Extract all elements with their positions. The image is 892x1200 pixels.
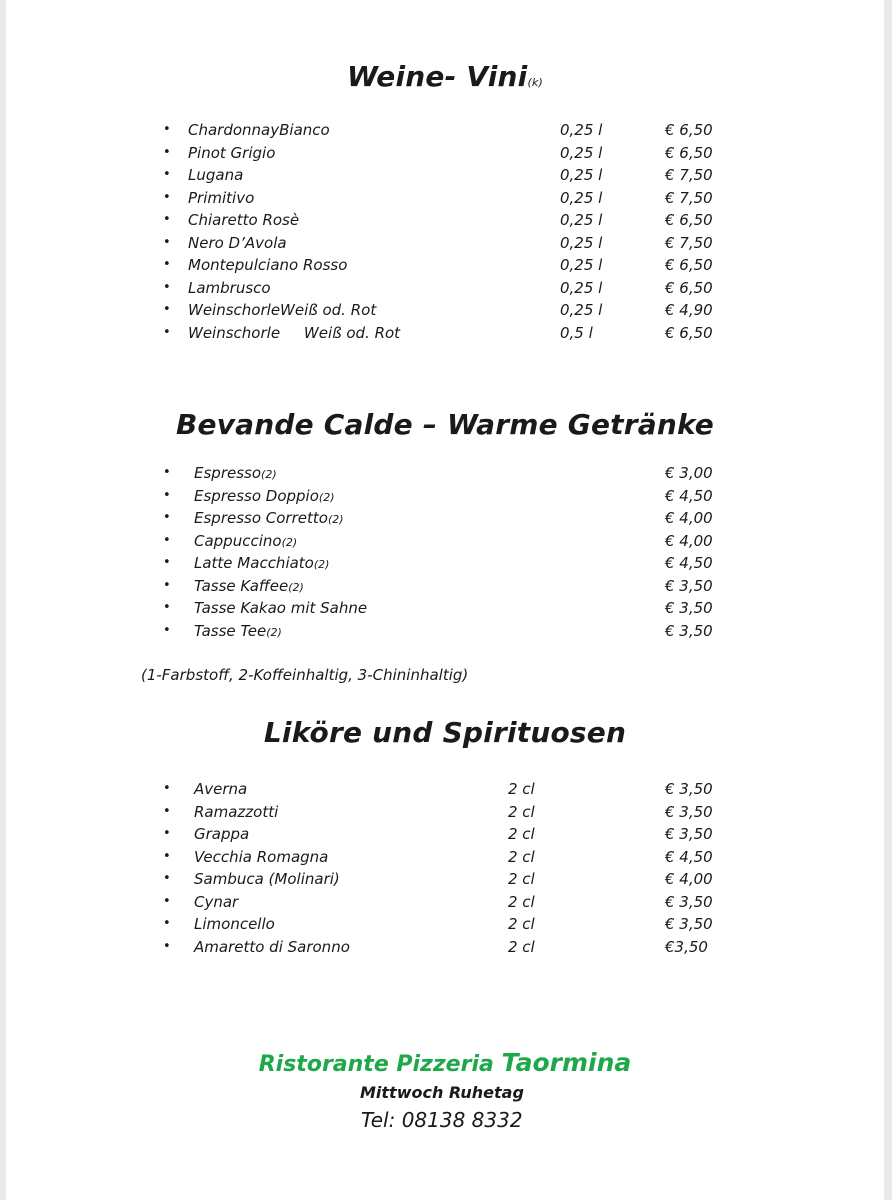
phone-number: Tel: 08138 8332: [361, 1108, 523, 1132]
item-name-text: Cynar: [194, 892, 239, 911]
menu-item: [163, 299, 723, 322]
item-quantity: 2 cl: [508, 915, 535, 933]
item-quantity: 0,5 l: [560, 323, 593, 342]
item-allergen-code: (2): [327, 513, 344, 526]
bullet-icon: •: [163, 257, 171, 272]
item-price: € 3,50: [665, 915, 713, 933]
item-name: [194, 620, 282, 645]
item-quantity: 2 cl: [508, 870, 535, 888]
item-price: € 3,00: [665, 464, 713, 482]
menu-item: [163, 913, 723, 936]
menu-item: [163, 507, 723, 530]
item-price: € 3,50: [665, 780, 713, 798]
liquors-list: [163, 778, 723, 958]
bullet-icon: •: [163, 916, 171, 931]
item-allergen-code: (2): [261, 468, 277, 481]
bullet-icon: •: [163, 577, 171, 593]
bullet-icon: •: [163, 510, 171, 525]
item-quantity: 0,25 l: [560, 211, 603, 229]
menu-item: [163, 823, 723, 846]
item-name-text: Lugana: [188, 166, 244, 184]
item-price: € 7,50: [665, 166, 713, 184]
menu-item: [163, 891, 723, 914]
item-quantity: 2 cl: [508, 847, 535, 866]
item-name-text: Cappuccino: [194, 531, 282, 550]
wines-list: [163, 119, 723, 344]
item-name-text: ChardonnayBianco: [188, 121, 330, 139]
item-quantity: 2 cl: [508, 937, 535, 956]
bullet-icon: •: [163, 487, 171, 503]
item-name: [188, 299, 376, 322]
item-name: [194, 575, 304, 600]
item-name: [194, 552, 329, 577]
item-price: € 6,50: [665, 211, 713, 229]
item-name-text: Montepulciano Rosso: [188, 256, 348, 274]
item-allergen-code: (2): [318, 490, 335, 504]
menu-item: [163, 936, 723, 959]
item-price: € 3,50: [665, 802, 713, 821]
item-price: € 3,50: [665, 599, 713, 617]
item-name: [194, 530, 297, 555]
wines-title-sup: (k): [527, 76, 544, 89]
item-name: [188, 164, 243, 187]
menu-item: [163, 164, 723, 187]
bullet-icon: •: [163, 532, 171, 548]
menu-item: [163, 552, 723, 575]
item-name-text: Tasse Kaffee: [194, 576, 289, 595]
item-price: € 3,50: [665, 576, 713, 595]
item-name: [194, 891, 238, 914]
menu-item: [163, 846, 723, 869]
item-name: [194, 846, 328, 869]
liquors-title: Liköre und Spirituosen: [263, 716, 627, 749]
item-quantity: 0,25 l: [560, 301, 603, 319]
item-quantity: 0,25 l: [560, 188, 603, 207]
item-name-text: Vecchia Romagna: [194, 847, 329, 866]
menu-item: [163, 322, 723, 345]
bullet-icon: •: [163, 144, 171, 160]
item-name-text: Tasse Tee: [194, 621, 267, 640]
item-price: €3,50: [665, 937, 708, 956]
item-name-text: Lambrusco: [188, 278, 271, 297]
bullet-icon: •: [163, 279, 171, 295]
item-name-text: Nero D’Avola: [188, 233, 287, 252]
item-price: € 4,90: [665, 301, 713, 319]
menu-item: [163, 597, 723, 620]
item-name: [188, 277, 271, 300]
menu-item: [163, 530, 723, 553]
item-quantity: 0,25 l: [560, 256, 603, 274]
item-name: [194, 868, 340, 891]
bullet-icon: •: [163, 622, 171, 638]
menu-item: [163, 119, 723, 142]
restaurant-name: [6, 1048, 884, 1078]
item-price: € 4,50: [665, 847, 713, 866]
item-price: € 4,00: [665, 531, 713, 550]
menu-item: [163, 485, 723, 508]
item-allergen-code: (2): [281, 535, 298, 549]
item-name: [194, 913, 275, 936]
item-name: [188, 187, 254, 210]
hot-drinks-list: [163, 462, 723, 642]
item-name: [194, 823, 249, 846]
item-price: € 6,50: [665, 323, 713, 342]
menu-item: [163, 232, 723, 255]
bullet-icon: •: [163, 234, 171, 250]
item-name-text: WeinschorleWeiß od. Rot: [188, 301, 377, 319]
wines-title-text: Weine- Vini: [346, 60, 528, 93]
menu-item: [163, 462, 723, 485]
bullet-icon: •: [163, 938, 171, 954]
item-price: € 7,50: [665, 188, 713, 207]
item-name-text: Tasse Kakao mit Sahne: [194, 599, 368, 617]
item-allergen-code: (2): [288, 580, 304, 594]
restaurant-brand-name: Taormina: [501, 1048, 632, 1077]
item-quantity: 0,25 l: [560, 233, 603, 252]
bullet-icon: •: [163, 871, 171, 886]
bullet-icon: •: [163, 212, 171, 227]
item-name: [188, 209, 299, 232]
bullet-icon: •: [163, 803, 171, 819]
item-quantity: 2 cl: [508, 780, 535, 798]
menu-item: [163, 209, 723, 232]
menu-item: [163, 187, 723, 210]
bullet-icon: •: [163, 826, 171, 841]
item-quantity: 0,25 l: [560, 166, 603, 184]
item-price: € 6,50: [665, 278, 713, 297]
item-name: [194, 462, 277, 487]
item-name: [188, 142, 275, 165]
item-price: € 7,50: [665, 233, 713, 252]
item-name-text: Espresso Corretto: [194, 509, 328, 527]
item-price: € 3,50: [665, 892, 713, 911]
item-price: € 4,00: [665, 870, 713, 888]
bullet-icon: •: [163, 893, 171, 909]
item-name: [194, 485, 335, 510]
item-name-text: Pinot Grigio: [188, 143, 276, 162]
item-name-text: Primitivo: [188, 188, 255, 207]
bullet-icon: •: [163, 122, 171, 137]
item-quantity: 0,25 l: [560, 121, 603, 139]
bullet-icon: •: [163, 324, 171, 340]
item-price: € 6,50: [665, 256, 713, 274]
menu-item: [163, 142, 723, 165]
item-name-text: Weinschorle Weiß od. Rot: [188, 323, 401, 342]
bullet-icon: •: [163, 189, 171, 205]
item-name-text: Limoncello: [194, 915, 275, 933]
bullet-icon: •: [163, 555, 171, 570]
item-quantity: 2 cl: [508, 892, 535, 911]
bullet-icon: •: [163, 465, 171, 480]
item-price: € 3,50: [665, 621, 713, 640]
item-price: € 4,50: [665, 486, 713, 505]
item-name-text: Latte Macchiato: [194, 554, 314, 572]
menu-page: [6, 0, 884, 1200]
hot-drinks-title: Bevande Calde – Warme Getränke: [176, 408, 714, 441]
item-name: [194, 936, 350, 959]
item-name: [188, 322, 400, 345]
bullet-icon: •: [163, 167, 171, 182]
menu-item: [163, 778, 723, 801]
item-name: [194, 597, 367, 620]
menu-item: [163, 254, 723, 277]
wines-title: [6, 60, 884, 93]
bullet-icon: •: [163, 781, 171, 796]
item-name-text: Grappa: [194, 825, 250, 843]
item-price: € 6,50: [665, 143, 713, 162]
item-name-text: Espresso Doppio: [194, 486, 319, 505]
menu-item: [163, 868, 723, 891]
item-name-text: Chiaretto Rosè: [188, 211, 300, 229]
item-price: € 6,50: [665, 121, 713, 139]
item-price: € 3,50: [665, 825, 713, 843]
menu-item: [163, 575, 723, 598]
item-name: [188, 119, 330, 142]
menu-item: [163, 801, 723, 824]
item-quantity: 0,25 l: [560, 278, 603, 297]
item-name-text: Sambuca (Molinari): [194, 870, 340, 888]
item-quantity: 2 cl: [508, 802, 535, 821]
item-name: [194, 801, 278, 824]
menu-item: [163, 277, 723, 300]
menu-item: [163, 620, 723, 643]
bullet-icon: •: [163, 848, 171, 864]
item-name: [188, 254, 347, 277]
item-allergen-code: (2): [266, 625, 282, 639]
bullet-icon: •: [163, 302, 171, 317]
item-name: [188, 232, 287, 255]
item-name-text: Ramazzotti: [194, 802, 279, 821]
item-quantity: 0,25 l: [560, 143, 603, 162]
closed-day-note: Mittwoch Ruhetag: [360, 1083, 524, 1102]
item-price: € 4,50: [665, 554, 713, 572]
item-name-text: Amaretto di Saronno: [194, 937, 350, 956]
bullet-icon: •: [163, 600, 171, 615]
allergen-legend-note: (1-Farbstoff, 2-Koffeinhaltig, 3-Chininhaltig): [141, 666, 469, 684]
item-allergen-code: (2): [313, 558, 330, 571]
item-name-text: Averna: [194, 780, 248, 798]
item-name-text: Espresso: [194, 464, 262, 482]
item-name: [194, 778, 247, 801]
item-name: [194, 507, 344, 532]
item-price: € 4,00: [665, 509, 713, 527]
restaurant-prefix: Ristorante Pizzeria: [258, 1052, 494, 1077]
item-quantity: 2 cl: [508, 825, 535, 843]
